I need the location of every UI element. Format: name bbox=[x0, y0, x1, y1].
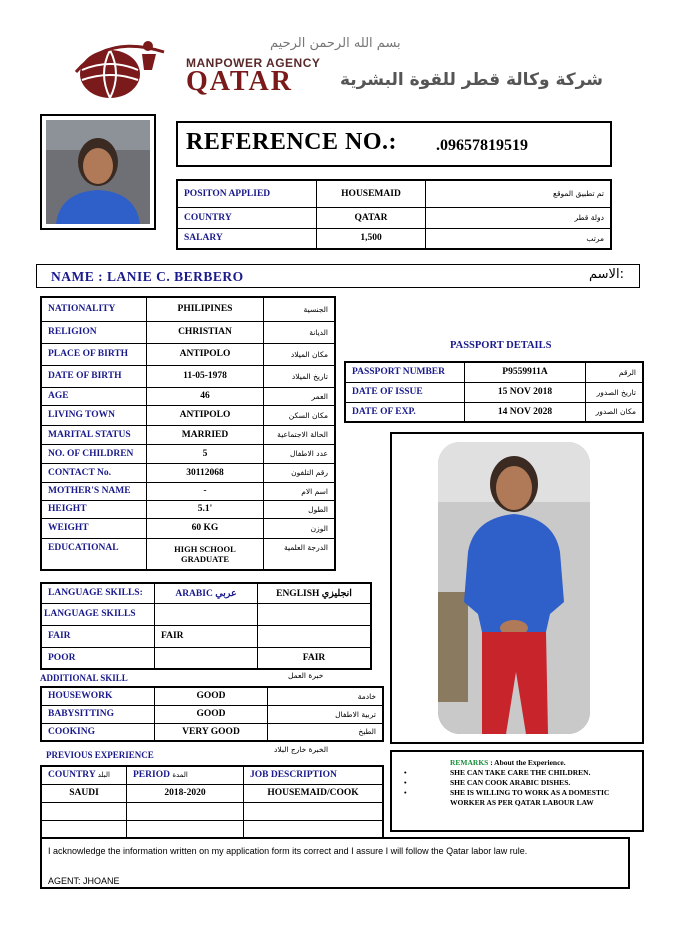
experience-country bbox=[41, 820, 127, 838]
personal-value: 60 KG bbox=[147, 518, 264, 538]
personal-arabic: تاريخ الميلاد bbox=[264, 365, 336, 387]
personal-label: PLACE OF BIRTH bbox=[41, 343, 147, 365]
personal-label: EDUCATIONAL bbox=[41, 538, 147, 570]
skill-arabic: خادمة bbox=[268, 687, 384, 705]
applicant-name: NAME : LANIE C. BERBERO bbox=[51, 269, 244, 284]
language-english-header: ENGLISH انجليزي bbox=[258, 583, 372, 603]
skill-value: GOOD bbox=[155, 687, 268, 705]
reference-label: REFERENCE NO.: bbox=[186, 129, 398, 155]
experience-country bbox=[41, 802, 127, 820]
passport-value: 15 NOV 2018 bbox=[465, 382, 586, 402]
salary-arabic: مرتب bbox=[426, 228, 612, 249]
personal-label: LIVING TOWN bbox=[41, 405, 147, 425]
personal-arabic: عدد الاطفال bbox=[264, 444, 336, 463]
personal-arabic: مكان الميلاد bbox=[264, 343, 336, 365]
personal-arabic: الديانة bbox=[264, 321, 336, 343]
country-label: COUNTRY bbox=[177, 207, 317, 228]
passport-arabic: مكان الصدور bbox=[586, 402, 644, 422]
personal-label: RELIGION bbox=[41, 321, 147, 343]
skill-label: COOKING bbox=[41, 723, 155, 741]
language-row-english bbox=[258, 625, 372, 647]
applicant-name-arabic: الاسم: bbox=[589, 267, 624, 282]
language-row-arabic: FAIR bbox=[155, 625, 258, 647]
passport-details-title: PASSPORT DETAILS bbox=[450, 340, 552, 351]
personal-value: MARRIED bbox=[147, 425, 264, 444]
passport-value: P9559911A bbox=[465, 362, 586, 382]
personal-details-table bbox=[40, 296, 336, 571]
agency-logo-globe bbox=[68, 40, 178, 100]
personal-arabic: الدرجة العلمية bbox=[264, 538, 336, 570]
previous-experience-label: PREVIOUS EXPERIENCE bbox=[46, 750, 154, 760]
skill-value: VERY GOOD bbox=[155, 723, 268, 741]
passport-label: DATE OF EXP. bbox=[345, 402, 465, 422]
reference-box bbox=[176, 121, 612, 167]
personal-label: NATIONALITY bbox=[41, 297, 147, 321]
personal-arabic: الحالة الاجتماعية bbox=[264, 425, 336, 444]
personal-value: CHRISTIAN bbox=[147, 321, 264, 343]
skill-arabic: الطبخ bbox=[268, 723, 384, 741]
language-row-label: POOR bbox=[41, 647, 155, 669]
skill-label: HOUSEWORK bbox=[41, 687, 155, 705]
personal-value: PHILIPINES bbox=[147, 297, 264, 321]
passport-label: DATE OF ISSUE bbox=[345, 382, 465, 402]
previous-experience-arabic: الخبرة خارج البلاد bbox=[274, 745, 329, 754]
personal-value: - bbox=[147, 482, 264, 500]
language-row-label: FAIR bbox=[41, 625, 155, 647]
acknowledgement-text: I acknowledge the information written on my application form its correct and I assure I will follow the Qatar labor law rule. bbox=[48, 846, 528, 856]
personal-value: 30112068 bbox=[147, 463, 264, 482]
language-arabic-header: ARABIC عربي bbox=[155, 583, 258, 603]
additional-skill-table bbox=[40, 686, 384, 742]
experience-period: 2018-2020 bbox=[127, 784, 244, 802]
passport-label: PASSPORT NUMBER bbox=[345, 362, 465, 382]
personal-label: NO. OF CHILDREN bbox=[41, 444, 147, 463]
salary-label: SALARY bbox=[177, 228, 317, 249]
personal-label: CONTACT No. bbox=[41, 463, 147, 482]
country-arabic: دولة قطر bbox=[426, 207, 612, 228]
personal-label: AGE bbox=[41, 387, 147, 405]
job-details-table bbox=[176, 179, 612, 250]
language-row-label: LANGUAGE SKILLS bbox=[41, 603, 155, 625]
remarks-box bbox=[390, 750, 644, 832]
passport-arabic: تاريخ الصدور bbox=[586, 382, 644, 402]
personal-arabic: مكان السكن bbox=[264, 405, 336, 425]
position-label: POSITON APPLIED bbox=[177, 180, 317, 207]
remarks-list bbox=[396, 768, 640, 808]
country-value: QATAR bbox=[317, 207, 426, 228]
position-value: HOUSEMAID bbox=[317, 180, 426, 207]
reference-number: .09657819519 bbox=[436, 137, 528, 154]
personal-arabic: الوزن bbox=[264, 518, 336, 538]
position-arabic: تم تطبيق الموقع bbox=[426, 180, 612, 207]
personal-label: MARITAL STATUS bbox=[41, 425, 147, 444]
agency-name: QATAR bbox=[186, 66, 293, 97]
skill-arabic: تربية الاطفال bbox=[268, 705, 384, 723]
skill-label: BABYSITTING bbox=[41, 705, 155, 723]
additional-skill-arabic: خبرة العمل bbox=[288, 671, 324, 680]
experience-job bbox=[244, 820, 384, 838]
language-row-english: FAIR bbox=[258, 647, 372, 669]
remarks-title: REMARKS : About the Experience. bbox=[450, 758, 566, 767]
language-row-arabic bbox=[155, 647, 258, 669]
agency-subtitle: MANPOWER AGENCY bbox=[186, 56, 321, 70]
language-skills-table bbox=[40, 582, 372, 670]
experience-period bbox=[127, 820, 244, 838]
personal-arabic: العمر bbox=[264, 387, 336, 405]
language-header-label: LANGUAGE SKILLS: bbox=[41, 583, 155, 603]
personal-arabic: الجنسية bbox=[264, 297, 336, 321]
personal-label: HEIGHT bbox=[41, 500, 147, 518]
personal-value: 5 bbox=[147, 444, 264, 463]
name-bar bbox=[36, 264, 640, 288]
experience-job bbox=[244, 802, 384, 820]
personal-arabic: اسم الام bbox=[264, 482, 336, 500]
language-row-arabic bbox=[155, 603, 258, 625]
passport-value: 14 NOV 2028 bbox=[465, 402, 586, 422]
experience-job: HOUSEMAID/COOK bbox=[244, 784, 384, 802]
personal-value: 5.1' bbox=[147, 500, 264, 518]
acknowledgement-box bbox=[40, 837, 630, 889]
experience-col-job: JOB DESCRIPTION bbox=[244, 766, 384, 784]
experience-period bbox=[127, 802, 244, 820]
applicant-photo-full bbox=[390, 432, 644, 744]
personal-value: ANTIPOLO bbox=[147, 343, 264, 365]
experience-table bbox=[40, 765, 384, 839]
personal-value: HIGH SCHOOL GRADUATE bbox=[147, 538, 264, 570]
passport-details-table bbox=[344, 361, 644, 423]
personal-label: MOTHER'S NAME bbox=[41, 482, 147, 500]
experience-col-country: COUNTRY البلد bbox=[41, 766, 127, 784]
additional-skill-label: ADDITIONAL SKILL bbox=[40, 673, 128, 683]
agent-name: AGENT: JHOANE bbox=[48, 876, 120, 886]
personal-arabic: الطول bbox=[264, 500, 336, 518]
remark-item: • SHE CAN TAKE CARE THE CHILDREN. bbox=[400, 768, 640, 778]
personal-value: 11-05-1978 bbox=[147, 365, 264, 387]
experience-col-period: PERIOD المدة bbox=[127, 766, 244, 784]
experience-country: SAUDI bbox=[41, 784, 127, 802]
passport-arabic: الرقم bbox=[586, 362, 644, 382]
language-row-english bbox=[258, 603, 372, 625]
skill-value: GOOD bbox=[155, 705, 268, 723]
agency-name-arabic: شركة وكالة قطر للقوة البشرية bbox=[340, 70, 603, 90]
salary-value: 1,500 bbox=[317, 228, 426, 249]
personal-value: 46 bbox=[147, 387, 264, 405]
personal-value: ANTIPOLO bbox=[147, 405, 264, 425]
personal-label: WEIGHT bbox=[41, 518, 147, 538]
remark-item: • SHE IS WILLING TO WORK AS A DOMESTIC WORKER AS PER QATAR LABOUR LAW bbox=[400, 788, 640, 808]
applicant-photo-small bbox=[40, 114, 156, 230]
remark-item: • SHE CAN COOK ARABIC DISHES. bbox=[400, 778, 640, 788]
personal-label: DATE OF BIRTH bbox=[41, 365, 147, 387]
personal-arabic: رقم التلفون bbox=[264, 463, 336, 482]
bismillah-calligraphy: بسم الله الرحمن الرحيم bbox=[270, 36, 401, 51]
